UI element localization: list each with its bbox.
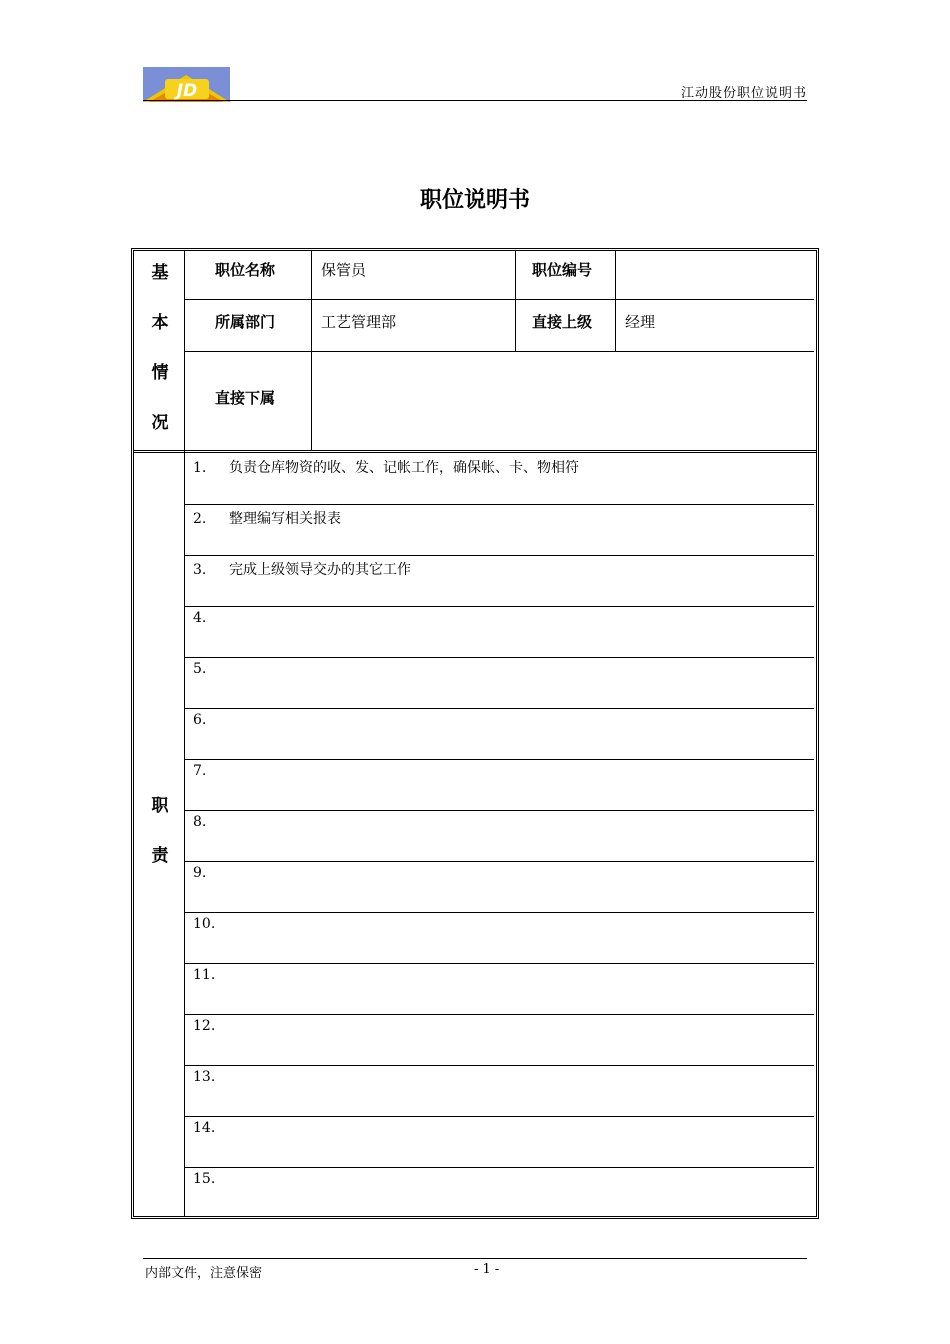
duty-item bbox=[193, 1120, 229, 1136]
duty-text: 负责仓库物资的收、发、记帐工作，确保帐、卡、物相符 bbox=[229, 460, 579, 476]
duty-row-divider bbox=[185, 1116, 814, 1117]
section-label-duties-char: 责 bbox=[151, 846, 169, 866]
duty-number: 3. bbox=[193, 562, 207, 578]
position-name-label: 职位名称 bbox=[215, 261, 276, 279]
duty-item bbox=[193, 763, 229, 779]
row-divider bbox=[185, 351, 814, 352]
section-label-basic-char: 基 bbox=[151, 263, 169, 283]
duty-number: 1. bbox=[193, 460, 207, 476]
section-label-duties-char: 职 bbox=[151, 796, 169, 816]
duty-number: 2. bbox=[193, 511, 207, 527]
duty-row-divider bbox=[185, 759, 814, 760]
footer-confidential-note: 内部文件，注意保密 bbox=[145, 1266, 263, 1281]
duty-row-divider bbox=[185, 1167, 814, 1168]
duty-number: 8. bbox=[193, 814, 207, 830]
column-divider bbox=[184, 251, 185, 1216]
duty-row-divider bbox=[185, 963, 814, 964]
department-value: 工艺管理部 bbox=[321, 313, 397, 331]
duty-row-divider bbox=[185, 606, 814, 607]
duty-number: 13. bbox=[193, 1069, 216, 1085]
department-label: 所属部门 bbox=[215, 313, 276, 331]
duty-item bbox=[193, 1018, 229, 1034]
duty-row-divider bbox=[185, 1014, 814, 1015]
column-divider bbox=[311, 251, 312, 450]
duty-number: 12. bbox=[193, 1018, 216, 1034]
duty-row-divider bbox=[185, 657, 814, 658]
duty-row-divider bbox=[185, 555, 814, 556]
duty-row-divider bbox=[185, 504, 814, 505]
duty-item bbox=[193, 508, 341, 528]
duty-item bbox=[193, 814, 229, 830]
header-rule bbox=[143, 100, 807, 101]
duty-number: 15. bbox=[193, 1171, 216, 1187]
duty-row-divider bbox=[185, 912, 814, 913]
row-divider bbox=[185, 299, 814, 300]
duty-number: 14. bbox=[193, 1120, 216, 1136]
duty-number: 7. bbox=[193, 763, 207, 779]
duty-row-divider bbox=[185, 708, 814, 709]
duty-item bbox=[193, 967, 229, 983]
duty-item bbox=[193, 1069, 229, 1085]
duty-item bbox=[193, 610, 229, 626]
footer-rule bbox=[143, 1258, 807, 1259]
duty-row-divider bbox=[185, 810, 814, 811]
duty-number: 4. bbox=[193, 610, 207, 626]
section-label-basic-char: 况 bbox=[151, 413, 169, 433]
duty-row-divider bbox=[185, 1065, 814, 1066]
duty-item bbox=[193, 916, 229, 932]
header-document-title: 江动股份职位说明书 bbox=[680, 86, 807, 101]
duty-item bbox=[193, 712, 229, 728]
duty-row-divider bbox=[185, 861, 814, 862]
section-label-basic-char: 本 bbox=[151, 313, 169, 333]
duty-number: 11. bbox=[193, 967, 216, 983]
column-divider bbox=[615, 251, 616, 351]
duty-text: 完成上级领导交办的其它工作 bbox=[229, 562, 411, 578]
duty-item bbox=[193, 661, 229, 677]
position-name-value: 保管员 bbox=[321, 261, 367, 279]
duty-number: 5. bbox=[193, 661, 207, 677]
page-title: 职位说明书 bbox=[419, 188, 530, 213]
column-divider bbox=[515, 251, 516, 351]
duty-number: 9. bbox=[193, 865, 207, 881]
duty-number: 6. bbox=[193, 712, 207, 728]
duty-text: 整理编写相关报表 bbox=[229, 511, 341, 527]
svg-text:JD: JD bbox=[176, 81, 198, 101]
duty-item bbox=[193, 865, 229, 881]
duty-number: 10. bbox=[193, 916, 216, 932]
section-label-basic-char: 情 bbox=[151, 363, 169, 383]
page-number: - 1 - bbox=[474, 1262, 500, 1277]
section-divider bbox=[134, 450, 816, 453]
duty-item bbox=[193, 457, 579, 477]
position-code-label: 职位编号 bbox=[532, 261, 593, 279]
subordinates-label: 直接下属 bbox=[215, 389, 276, 407]
supervisor-label: 直接上级 bbox=[532, 313, 593, 331]
duty-item bbox=[193, 1171, 229, 1187]
jd-company-logo-icon bbox=[143, 67, 230, 102]
duty-item bbox=[193, 559, 411, 579]
supervisor-value: 经理 bbox=[625, 313, 656, 331]
